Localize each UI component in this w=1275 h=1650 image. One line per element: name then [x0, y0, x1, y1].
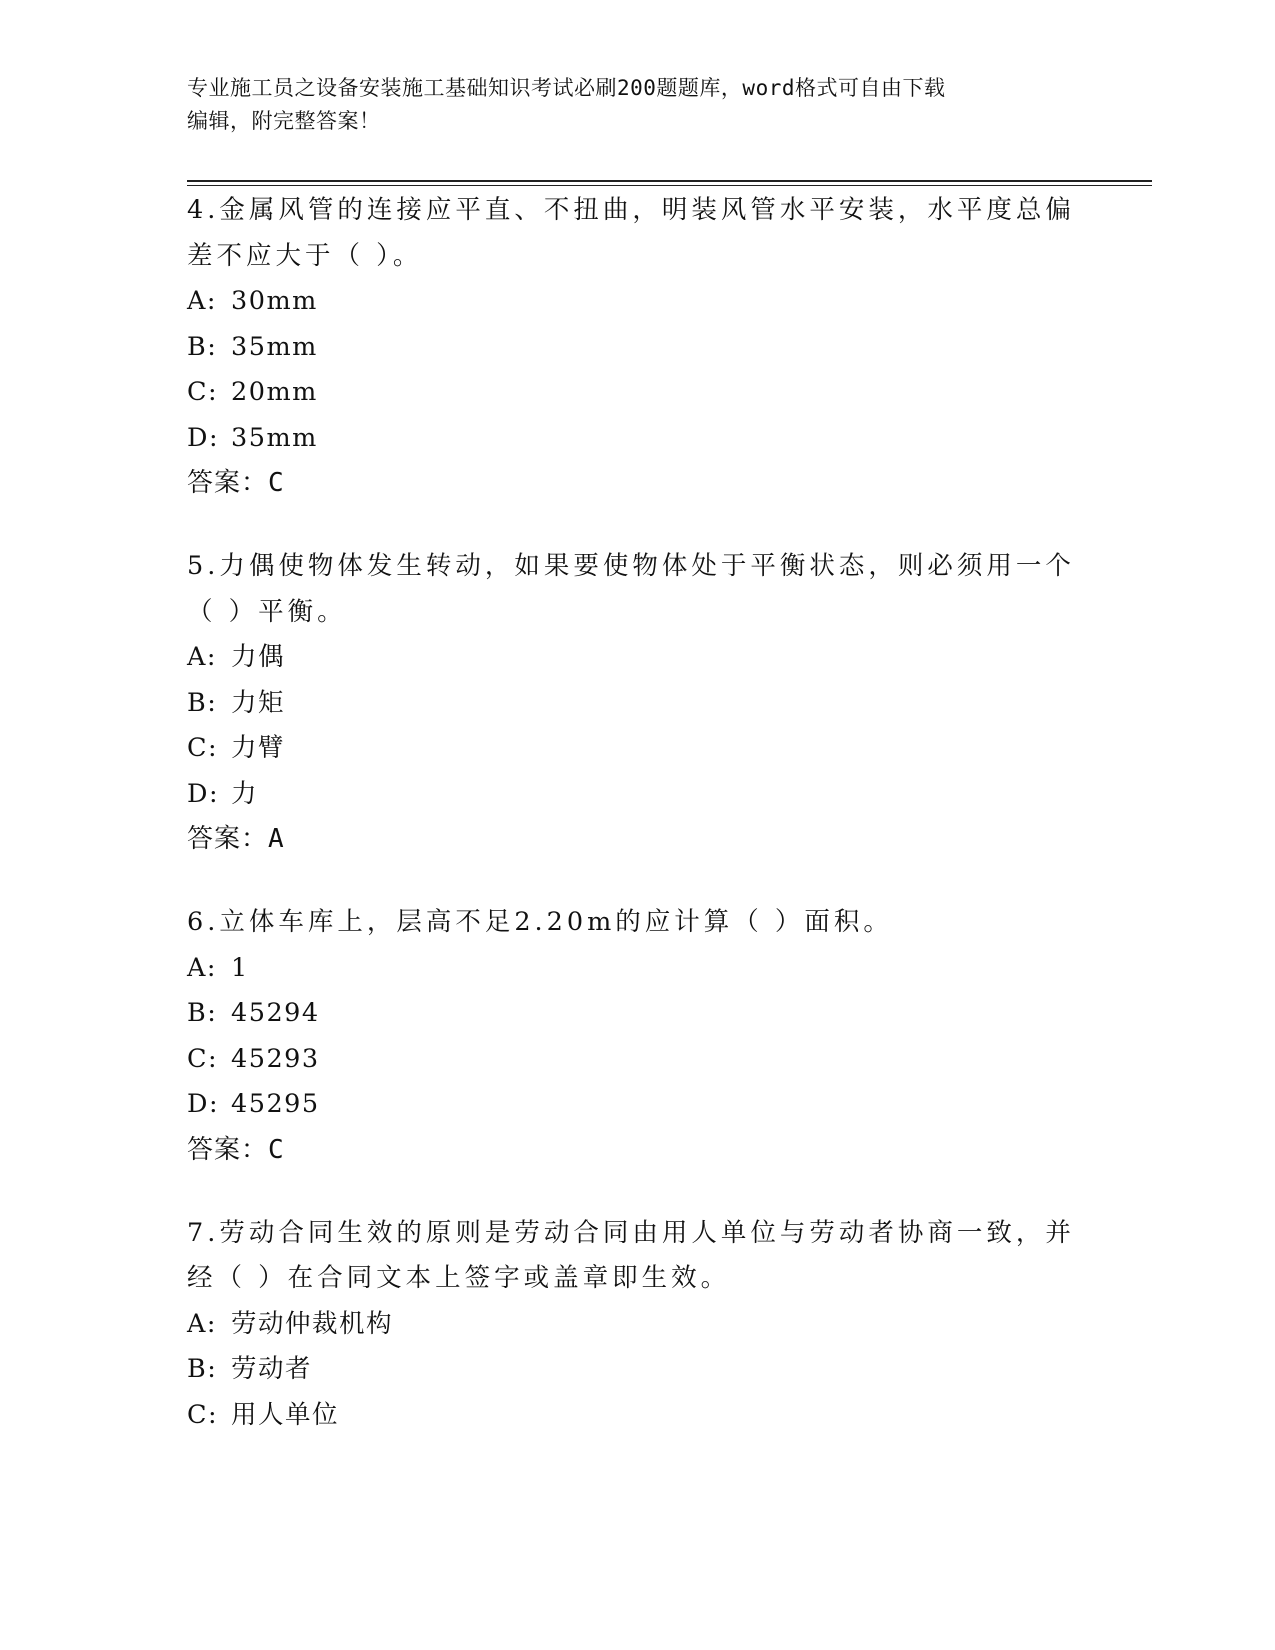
option-text: 35mm: [231, 422, 318, 453]
answer-key: 答案：C: [187, 468, 285, 498]
answer-option: [187, 1082, 1087, 1128]
option-text: 45294: [231, 998, 320, 1028]
answer-option: [187, 726, 1087, 772]
question-stem-line: 4.金属风管的连接应平直、不扭曲，明装风管水平安装，水平度总偏: [187, 195, 1075, 225]
option-label: C:: [187, 1043, 219, 1074]
option-label: C:: [187, 1399, 219, 1430]
question-block: [187, 544, 1087, 862]
option-text: 1: [231, 952, 249, 983]
question-stem-line: （ ）平衡。: [187, 596, 347, 627]
option-label: C:: [187, 733, 219, 763]
answer-option: [187, 681, 1087, 727]
option-label: B:: [187, 1354, 218, 1384]
option-text: 用人单位: [231, 1399, 340, 1430]
answer-option: [187, 946, 1087, 992]
answer-option: [187, 1302, 1087, 1348]
option-text: 力偶: [231, 642, 286, 672]
document-header: [187, 72, 1067, 138]
answer-option: [187, 325, 1087, 371]
option-text: 力: [231, 778, 259, 809]
header-divider: [187, 180, 1152, 182]
option-text: 30mm: [231, 286, 318, 316]
answer-key: 答案：C: [187, 1134, 285, 1165]
option-text: 35mm: [231, 331, 318, 362]
question-list: [187, 188, 1087, 1476]
answer-option: [187, 416, 1087, 462]
answer-option: [187, 1347, 1087, 1393]
question-stem-line: 7.劳动合同生效的原则是劳动合同由用人单位与劳动者协商一致，并: [187, 1217, 1075, 1248]
option-label: A:: [187, 642, 218, 672]
option-label: B:: [187, 998, 218, 1028]
answer-option: [187, 772, 1087, 818]
answer-option: [187, 991, 1087, 1037]
header-line-2: 编辑，附完整答案！: [187, 109, 381, 133]
header-divider-thin: [187, 185, 1152, 186]
option-label: D:: [187, 778, 220, 809]
option-text: 45295: [231, 1089, 320, 1119]
question-block: [187, 1211, 1087, 1439]
answer-option: [187, 1393, 1087, 1439]
question-stem-line: 差不应大于（ ）。: [187, 240, 423, 271]
option-label: B:: [187, 331, 218, 362]
answer-option: [187, 370, 1087, 416]
option-label: A:: [187, 952, 218, 983]
question-block: [187, 900, 1087, 1173]
option-label: B:: [187, 687, 218, 718]
option-text: 力臂: [231, 733, 286, 763]
option-label: C:: [187, 377, 219, 407]
option-text: 力矩: [231, 687, 286, 718]
option-text: 劳动者: [231, 1354, 313, 1384]
option-text: 45293: [231, 1043, 320, 1074]
answer-option: [187, 1037, 1087, 1083]
option-label: A:: [187, 286, 218, 316]
answer-option: [187, 635, 1087, 681]
question-stem-line: 经（ ）在合同文本上签字或盖章即生效。: [187, 1263, 731, 1293]
answer-option: [187, 279, 1087, 325]
option-label: A:: [187, 1308, 218, 1339]
option-text: 20mm: [231, 377, 318, 407]
option-label: D:: [187, 422, 220, 453]
option-text: 劳动仲裁机构: [231, 1308, 394, 1339]
question-stem-line: 6.立体车库上，层高不足2.20m的应计算（ ）面积。: [187, 907, 893, 937]
question-stem-line: 5.力偶使物体发生转动，如果要使物体处于平衡状态，则必须用一个: [187, 551, 1075, 581]
answer-key: 答案：A: [187, 824, 285, 854]
option-label: D:: [187, 1089, 220, 1119]
header-line-1: 专业施工员之设备安装施工基础知识考试必刷200题题库，word格式可自由下载: [187, 76, 946, 100]
question-block: [187, 188, 1087, 506]
